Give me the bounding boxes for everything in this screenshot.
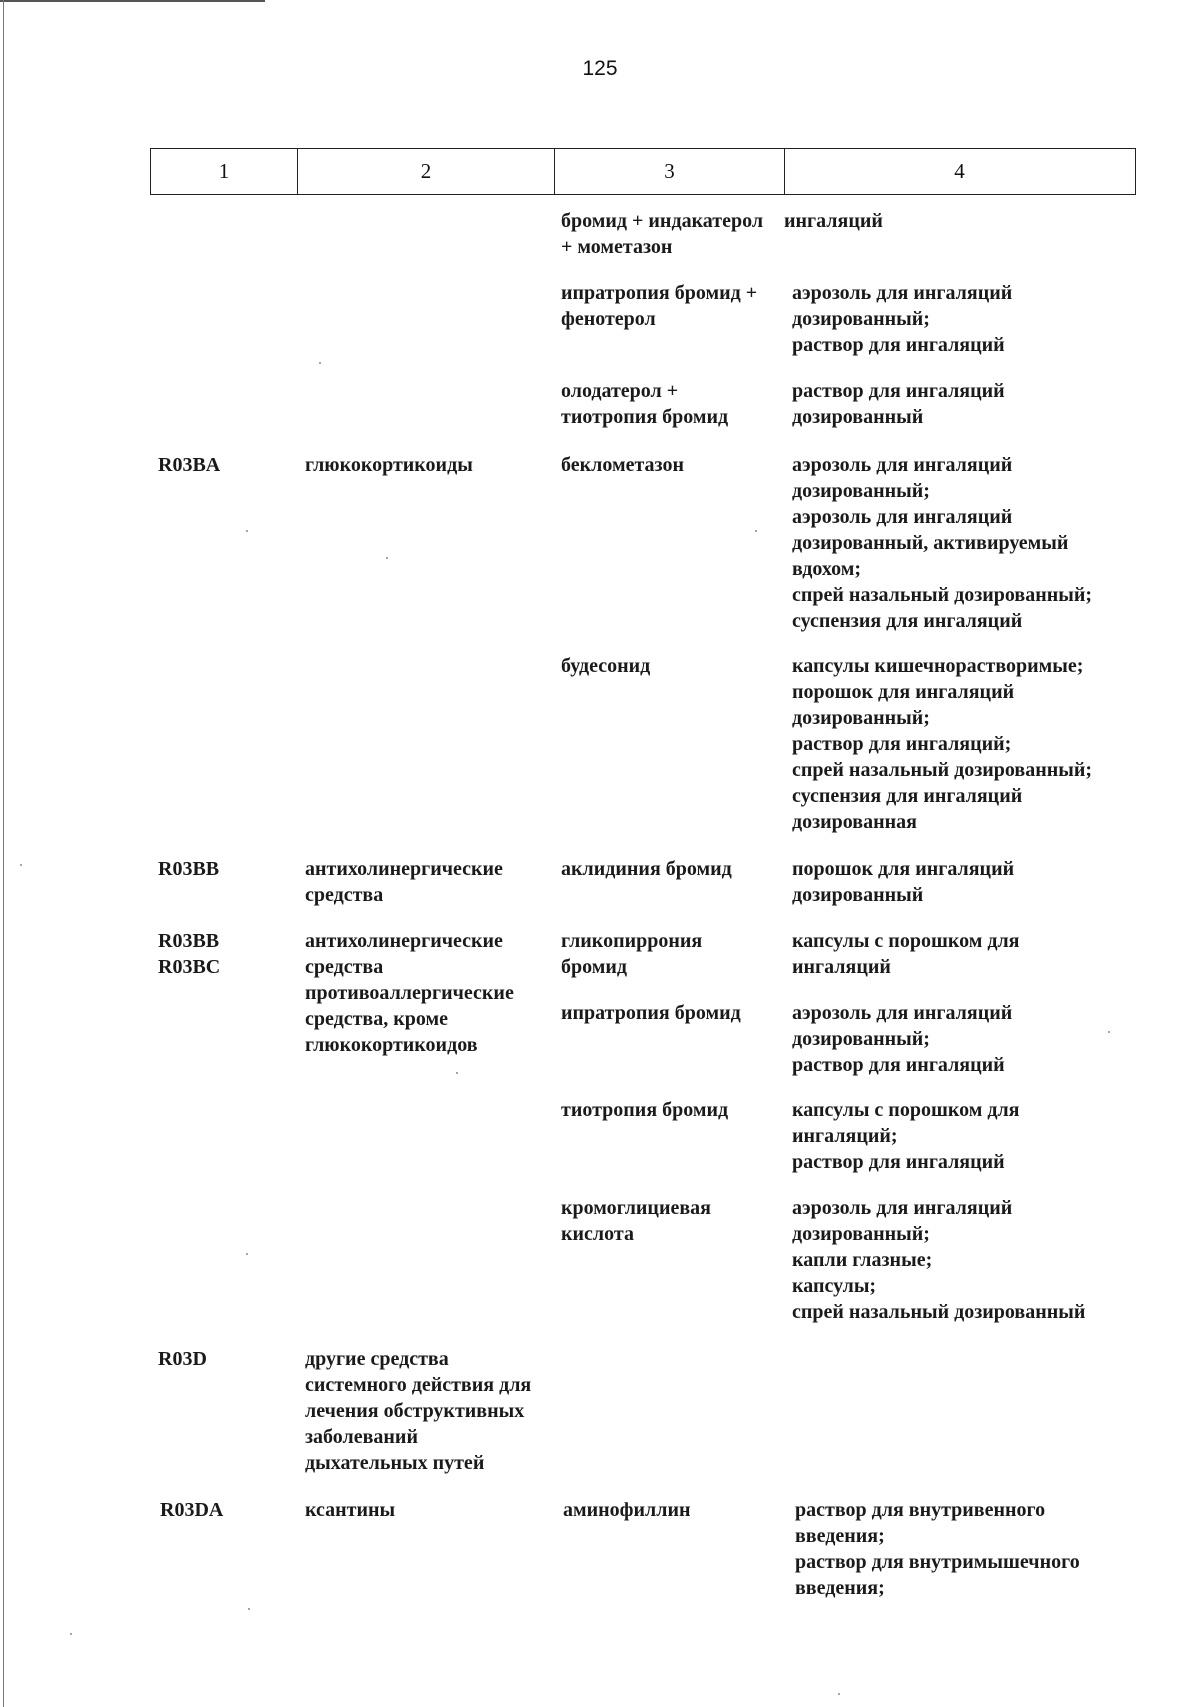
drug-name-cell: олодатерол + тиотропия бромид xyxy=(561,380,729,428)
dosage-form-cell: раствор для внутривенного введения; раствор для внутримышечного введения; xyxy=(795,1499,1080,1599)
group-name-cell: антихолинергические средства xyxy=(305,858,503,906)
drug-name-cell: аминофиллин xyxy=(563,1499,691,1521)
scan-speck xyxy=(1108,1031,1110,1033)
drug-name-cell: бромид + индакатерол + мометазон xyxy=(561,210,764,258)
dosage-form-cell: порошок для ингаляций дозированный xyxy=(792,858,1015,906)
group-name-cell: антихолинергические средства противоаллергические средства, кроме глюкокортикоидов xyxy=(305,930,514,1056)
scan-speck xyxy=(246,530,248,532)
drug-name-cell: ипратропия бромид xyxy=(561,1002,741,1024)
header-col-2: 2 xyxy=(298,149,555,194)
dosage-form-cell: аэрозоль для ингаляций дозированный; раствор для ингаляций xyxy=(792,282,1013,356)
drug-name-cell: будесонид xyxy=(561,655,651,677)
header-col-4: 4 xyxy=(954,159,965,183)
scan-speck xyxy=(70,1633,72,1635)
drug-name-cell: кромоглициевая кислота xyxy=(561,1197,711,1245)
atc-code-cell: R03DA xyxy=(160,1499,224,1521)
drug-name-cell: беклометазон xyxy=(561,454,684,476)
dosage-form-cell: капсулы с порошком для ингаляций; раствор для ингаляций xyxy=(792,1099,1020,1173)
drug-name-cell: аклидиния бромид xyxy=(561,858,732,880)
drug-name-cell: тиотропия бромид xyxy=(561,1099,729,1121)
scan-edge-left xyxy=(3,0,4,1707)
dosage-form-cell: аэрозоль для ингаляций дозированный; капли глазные; капсулы; спрей назальный дозированный xyxy=(792,1197,1086,1323)
dosage-form-cell: аэрозоль для ингаляций дозированный; раствор для ингаляций xyxy=(792,1002,1013,1076)
table-header-row xyxy=(150,148,1136,195)
dosage-form-cell: капсулы кишечнорастворимые; порошок для ингаляций дозированный; раствор для ингаляций; спрей назальный дозированный; суспензия для ингаляций дозированная xyxy=(792,655,1093,833)
scan-speck xyxy=(246,1253,248,1255)
scan-speck xyxy=(456,1072,458,1074)
header-col-1: 1 xyxy=(151,149,298,194)
dosage-form-cell: раствор для ингаляций дозированный xyxy=(792,380,1005,428)
scan-speck xyxy=(386,557,388,559)
dosage-form-cell: ингаляций xyxy=(784,210,883,232)
drug-name-cell: гликопиррония бромид xyxy=(561,930,703,978)
atc-code-cell: R03BB xyxy=(158,858,220,880)
scan-edge-top xyxy=(0,0,265,2)
scan-speck xyxy=(838,1693,840,1695)
dosage-form-cell: аэрозоль для ингаляций дозированный; аэрозоль для ингаляций дозированный, активируемый вдохом; спрей назальный дозированный; суспензия для ингаляций xyxy=(792,454,1093,632)
atc-code-cell: R03BA xyxy=(158,454,221,476)
scan-speck xyxy=(755,530,757,532)
scan-speck xyxy=(319,362,321,364)
header-col-3: 3 xyxy=(555,149,785,194)
scan-speck xyxy=(248,1608,250,1610)
page-number: 125 xyxy=(582,57,618,80)
dosage-form-cell: капсулы с порошком для ингаляций xyxy=(792,930,1020,978)
drug-name-cell: ипратропия бромид + фенотерол xyxy=(561,282,758,330)
atc-code-cell: R03BB R03BC xyxy=(158,930,221,978)
atc-code-cell: R03D xyxy=(158,1348,207,1370)
group-name-cell: ксантины xyxy=(305,1499,396,1521)
scan-speck xyxy=(20,864,22,866)
group-name-cell: глюкокортикоиды xyxy=(305,454,473,476)
group-name-cell: другие средства системного действия для лечения обструктивных заболеваний дыхательных путей xyxy=(305,1348,532,1474)
